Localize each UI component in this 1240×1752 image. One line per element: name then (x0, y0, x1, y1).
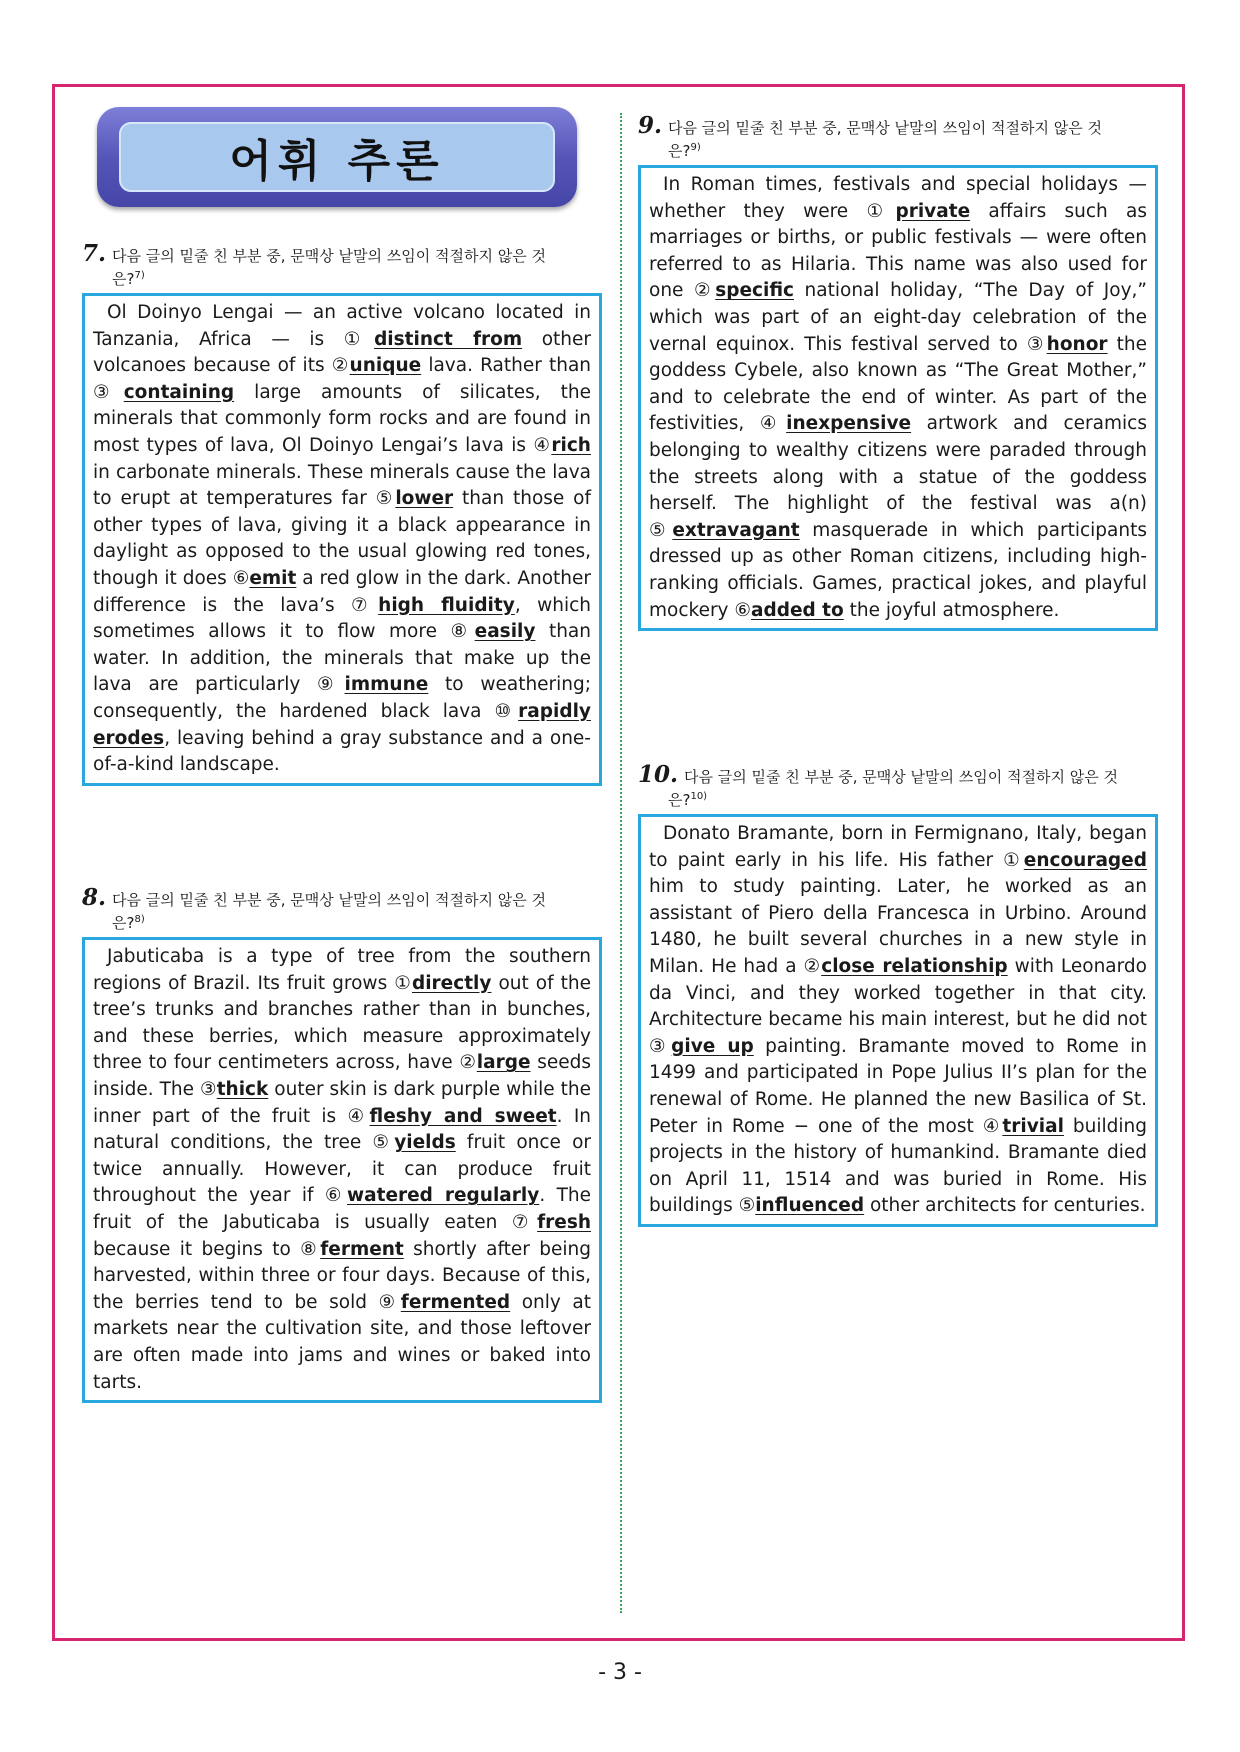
underlined-choice: thick (216, 1078, 269, 1100)
passage-segment: shortly after being harvested, within three or four days. Because of this, the berries tend to be sold (93, 1238, 591, 1313)
passage-segment: in carbonate minerals. These minerals cause the lava to erupt at temperatures far (93, 461, 591, 510)
passage-segment: In Roman times, festivals and special holidays — whether they were (649, 174, 1147, 222)
passage-segment: . The fruit of the Jabuticaba is usually eaten (93, 1185, 592, 1233)
choice-marker: ⑥ (734, 599, 751, 621)
passage-segment: than water. In addition, the minerals that make up the lava are particularly (93, 621, 591, 696)
choice-marker: ④ (982, 1115, 1003, 1137)
underlined-choice: specific (715, 280, 795, 302)
passage-segment: lava. Rather than (421, 355, 591, 377)
section-title-inner (119, 122, 555, 192)
question-prompt-tail: 은? (668, 791, 691, 809)
passage-box (82, 293, 602, 786)
choice-marker: ④ (759, 413, 787, 435)
choice-marker: ⑧ (450, 621, 475, 643)
passage-segment: , leaving behind a gray substance and a one-of-a-kind landscape. (93, 727, 591, 776)
passage-segment: him to study painting. Later, he worked as an assistant of Piero della Francesca in Urbino. Around 1480, he built several churches in a new style in Milan. He had a (649, 876, 1147, 977)
question-9 (638, 112, 1158, 631)
question-10-header (638, 761, 1158, 810)
passage-segment: affairs such as marriages or births, or public festivals — were often referred to as Hilaria. This name was also used for one (649, 200, 1148, 302)
choice-marker: ① (1003, 849, 1024, 871)
choice-marker: ④ (347, 1105, 370, 1127)
passage-segment: to weathering; consequently, the hardened black lava (93, 674, 592, 722)
underlined-choice: immune (344, 674, 429, 696)
passage-segment: . In natural conditions, the tree (93, 1105, 591, 1154)
passage-segment: other volcanoes because of its (93, 328, 591, 377)
underlined-choice: honor (1046, 333, 1108, 355)
underlined-choice: fresh (537, 1211, 591, 1233)
footnote-ref: 8) (134, 914, 145, 925)
underlined-choice: private (895, 200, 971, 222)
choice-marker: ⑧ (300, 1238, 321, 1260)
passage-segment: with Leonardo da Vinci, and they worked together in that city. Architecture became his main interest, but he did not (649, 955, 1147, 1031)
choice-marker: ⑨ (317, 674, 345, 696)
passage-segment: only at markets near the cultivation site, and those leftover are often made into jams and wines or baked into tarts. (93, 1291, 591, 1393)
choice-marker: ⑥ (232, 567, 250, 589)
footnote-ref: 10) (690, 791, 708, 802)
underlined-choice: lower (395, 488, 454, 510)
question-8-header (82, 884, 602, 933)
question-7 (82, 240, 602, 786)
choice-marker: ③ (200, 1078, 217, 1100)
passage-text (649, 172, 1147, 624)
passage-segment: outer skin is dark purple while the inner part of the fruit is (93, 1078, 591, 1127)
choice-marker: ③ (93, 381, 124, 403)
section-title: 어휘 추론 (229, 136, 445, 187)
question-prompt: 다음 글의 밑줄 친 부분 중, 문맥상 낱말의 쓰임이 적절하지 않은 것 (684, 768, 1118, 786)
choice-marker: ⑥ (324, 1185, 348, 1207)
choice-marker: ⑤ (649, 519, 673, 541)
passage-box (638, 165, 1158, 631)
passage-segment: building projects in the history of humankind. Bramante died on April 11, 1514 and was buried in Rome. His buildings (649, 1115, 1147, 1217)
question-number: 10. (638, 761, 679, 788)
choice-marker: ⑤ (372, 1132, 395, 1154)
choice-marker: ⑨ (378, 1291, 401, 1313)
passage-segment: Ol Doinyo Lengai — an active volcano located in Tanzania, Africa — is (93, 302, 591, 350)
underlined-choice: encouraged (1023, 849, 1147, 871)
choice-marker: ⑤ (738, 1195, 756, 1217)
question-number: 7. (82, 240, 107, 267)
question-number: 8. (82, 884, 107, 911)
passage-text (93, 944, 591, 1396)
passage-segment: Jabuticaba is a type of tree from the southern regions of Brazil. Its fruit grows (93, 946, 591, 994)
question-10 (638, 761, 1158, 1227)
underlined-choice: distinct from (374, 328, 523, 350)
choice-marker: ① (343, 328, 375, 350)
underlined-choice: influenced (755, 1195, 865, 1217)
underlined-choice: fermented (400, 1291, 511, 1313)
column-divider (620, 113, 622, 1613)
question-number: 9. (638, 112, 663, 139)
underlined-choice: easily (474, 621, 536, 643)
passage-segment: , which sometimes allows it to flow more (93, 594, 592, 643)
choice-marker: ② (693, 280, 716, 302)
passage-segment: than those of other types of lava, giving it a black appearance in daylight as opposed to the usual glowing red tones, though it does (93, 488, 592, 589)
choice-marker: ② (803, 955, 822, 977)
footnote-ref: 9) (690, 142, 701, 153)
passage-box (638, 814, 1158, 1227)
underlined-choice: directly (411, 972, 492, 994)
passage-segment: large amounts of silicates, the minerals that commonly form rocks and are found in most types of lava, Ol Doinyo Lengai’s lava is (93, 381, 592, 456)
passage-segment: seeds inside. The (93, 1052, 591, 1100)
underlined-choice: rapidly erodes (93, 700, 591, 749)
question-prompt-tail: 은? (112, 270, 135, 288)
passage-segment: Donato Bramante, born in Fermignano, Italy, began to paint early in his life. His father (649, 823, 1147, 871)
choice-marker: ② (459, 1052, 477, 1074)
passage-segment: a red glow in the dark. Another difference is the lava’s (93, 567, 591, 616)
passage-segment: painting. Bramante moved to Rome in 1499 and participated in Pope Julius II’s plan for the renewal of Rome. He planned the new Basilica of St. Peter in Rome − one of the most (649, 1035, 1147, 1137)
underlined-choice: large (476, 1052, 531, 1074)
underlined-choice: close relationship (821, 955, 1008, 977)
section-title-banner (97, 107, 577, 207)
underlined-choice: trivial (1002, 1115, 1064, 1137)
passage-segment: national holiday, “The Day of Joy,” which was part of an eight-day celebration of the vernal equinox. This festival served to (649, 280, 1147, 355)
passage-text (649, 821, 1147, 1220)
passage-segment: fruit once or twice annually. However, it can produce fruit throughout the year if (93, 1132, 591, 1207)
underlined-choice: give up (671, 1035, 754, 1057)
underlined-choice: rich (551, 434, 591, 456)
passage-segment: out of the tree’s trunks and branches rather than in bunches, and these berries, which measure approximately three to four centimeters across, have (93, 972, 591, 1074)
choice-marker: ⑩ (494, 700, 519, 722)
question-7-header (82, 240, 602, 289)
choice-marker: ① (394, 972, 412, 994)
choice-marker: ② (331, 355, 350, 377)
passage-segment: other architects for centuries. (864, 1195, 1146, 1217)
underlined-choice: fleshy and sweet (369, 1105, 557, 1127)
question-8 (82, 884, 602, 1403)
question-prompt-tail: 은? (668, 142, 691, 160)
choice-marker: ⑤ (375, 488, 396, 510)
underlined-choice: ferment (320, 1238, 404, 1260)
choice-marker: ④ (533, 434, 552, 456)
page-number: - 3 - (598, 1660, 642, 1685)
underlined-choice: unique (349, 355, 422, 377)
underlined-choice: inexpensive (786, 413, 912, 435)
underlined-choice: watered regularly (347, 1185, 540, 1207)
passage-box (82, 937, 602, 1403)
choice-marker: ⑦ (511, 1211, 538, 1233)
passage-segment: because it begins to (93, 1238, 301, 1260)
underlined-choice: high fluidity (378, 594, 515, 616)
underlined-choice: added to (750, 599, 844, 621)
question-prompt: 다음 글의 밑줄 친 부분 중, 문맥상 낱말의 쓰임이 적절하지 않은 것 (112, 247, 546, 265)
underlined-choice: containing (123, 381, 235, 403)
choice-marker: ③ (649, 1035, 672, 1057)
question-prompt: 다음 글의 밑줄 친 부분 중, 문맥상 낱말의 쓰임이 적절하지 않은 것 (668, 119, 1102, 137)
footnote-ref: 7) (134, 270, 145, 281)
choice-marker: ⑦ (351, 594, 379, 616)
question-prompt-tail: 은? (112, 914, 135, 932)
underlined-choice: yields (394, 1132, 456, 1154)
underlined-choice: extravagant (672, 519, 800, 541)
question-prompt: 다음 글의 밑줄 친 부분 중, 문맥상 낱말의 쓰임이 적절하지 않은 것 (112, 891, 546, 909)
choice-marker: ③ (1026, 333, 1047, 355)
passage-text (93, 300, 591, 779)
passage-segment: the joyful atmosphere. (843, 599, 1060, 621)
passage-segment: masquerade in which participants dressed up as other Roman citizens, including high-ranking officials. Games, practical jokes, and playful mockery (649, 519, 1147, 621)
question-9-header (638, 112, 1158, 161)
passage-segment: artwork and ceramics belonging to wealthy citizens were paraded through the streets along with a statue of the goddess herself. The highlight of the festival was a(n) (649, 413, 1147, 515)
underlined-choice: emit (249, 567, 297, 589)
passage-segment: the goddess Cybele, also known as “The Great Mother,” and to celebrate the end of winter. As part of the festivities, (649, 333, 1147, 435)
choice-marker: ① (866, 200, 896, 222)
